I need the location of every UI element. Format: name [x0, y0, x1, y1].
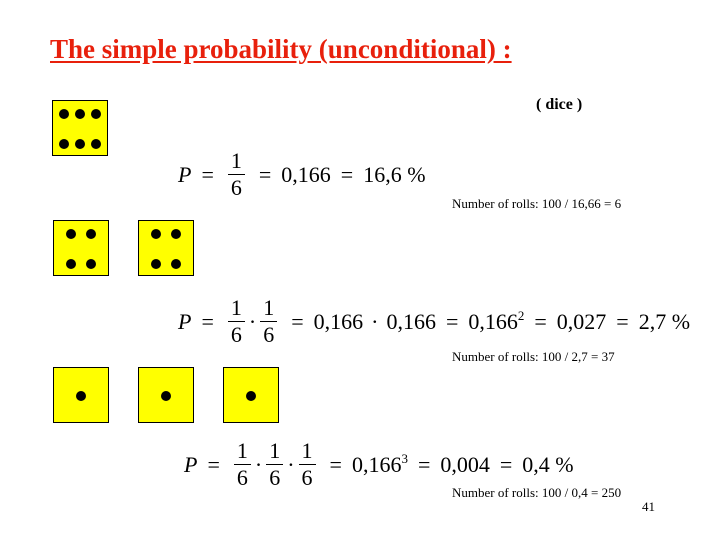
formula-multiply: · [254, 451, 263, 477]
formula-two-rolls [178, 297, 690, 346]
subtitle-dice: ( dice ) [536, 96, 583, 113]
formula-lhs: P [184, 451, 198, 477]
formula-value: 0,166 [386, 308, 436, 334]
formula-value: 0,004 [440, 451, 490, 477]
formula-fraction [228, 150, 245, 199]
formula-equals: = [499, 451, 513, 477]
fraction-numerator: 1 [269, 438, 281, 463]
die-four [138, 220, 194, 276]
die-pip [171, 259, 181, 269]
formula-exponent: 2 [517, 308, 525, 323]
rolls-text: Number of rolls: 100 / 0,4 = 250 [452, 485, 622, 500]
formula-multiply: · [371, 308, 379, 334]
formula-power [352, 451, 408, 478]
formula-fraction [228, 297, 245, 346]
formula-equals: = [291, 308, 304, 334]
die-pip [59, 109, 69, 119]
formula-exponent: 3 [401, 451, 408, 466]
formula-fraction [234, 440, 251, 489]
die-pip [76, 391, 86, 401]
die-one [53, 367, 109, 423]
formula-percent: 16,6 % [363, 161, 426, 187]
formula-lhs: P [178, 308, 192, 334]
formula-multiply: · [287, 451, 295, 477]
die-one [223, 367, 279, 423]
formula-equals: = [616, 308, 629, 334]
formula-equals: = [207, 451, 220, 477]
fraction-denominator: 6 [228, 321, 245, 346]
formula-power-base: 0,166 [468, 309, 518, 334]
formula-equals: = [417, 451, 431, 477]
die-pip [91, 109, 101, 119]
die-pip [246, 391, 256, 401]
die-four [53, 220, 109, 276]
formula-equals: = [329, 451, 342, 477]
formula-power [468, 308, 524, 335]
slide-title: The simple probability (unconditional) : [50, 34, 512, 64]
die-pip [86, 229, 96, 239]
fraction-numerator: 1 [263, 295, 275, 320]
formula-single-roll [178, 150, 426, 199]
die-pip [86, 259, 96, 269]
page-number: 41 [642, 499, 655, 514]
die-pip [66, 229, 76, 239]
formula-equals: = [201, 308, 214, 334]
formula-three-rolls [184, 440, 574, 489]
die-pip [59, 139, 69, 149]
die-one [138, 367, 194, 423]
die-pip [151, 229, 161, 239]
formula-equals: = [201, 161, 214, 187]
formula-percent: 0,4 % [522, 451, 574, 477]
fraction-denominator: 6 [266, 464, 283, 489]
fraction-denominator: 6 [299, 464, 316, 489]
die-pip [171, 229, 181, 239]
die-six [52, 100, 108, 156]
die-pip [151, 259, 161, 269]
formula-equals: = [340, 161, 354, 187]
formula-percent: 2,7 % [638, 308, 691, 334]
die-pip [75, 109, 85, 119]
fraction-denominator: 6 [234, 464, 251, 489]
formula-value: 0,166 [281, 161, 331, 187]
formula-equals: = [258, 161, 272, 187]
formula-power-base: 0,166 [351, 452, 402, 477]
die-pip [75, 139, 85, 149]
rolls-text: Number of rolls: 100 / 16,66 = 6 [452, 196, 622, 211]
formula-value: 0,166 [313, 308, 364, 334]
formula-equals: = [534, 308, 547, 334]
formula-value: 0,027 [556, 308, 607, 334]
formula-lhs: P [178, 161, 192, 187]
formula-fraction [260, 297, 277, 346]
rolls-text: Number of rolls: 100 / 2,7 = 37 [452, 349, 615, 364]
die-pip [161, 391, 171, 401]
fraction-denominator: 6 [260, 321, 277, 346]
die-pip [66, 259, 76, 269]
fraction-numerator: 1 [230, 295, 242, 320]
fraction-numerator: 1 [230, 148, 242, 173]
fraction-numerator: 1 [236, 438, 248, 463]
fraction-numerator: 1 [301, 438, 313, 463]
formula-fraction [266, 440, 283, 489]
formula-fraction [299, 440, 316, 489]
formula-multiply: · [248, 308, 257, 334]
die-pip [91, 139, 101, 149]
formula-equals: = [445, 308, 459, 334]
fraction-denominator: 6 [228, 174, 245, 199]
